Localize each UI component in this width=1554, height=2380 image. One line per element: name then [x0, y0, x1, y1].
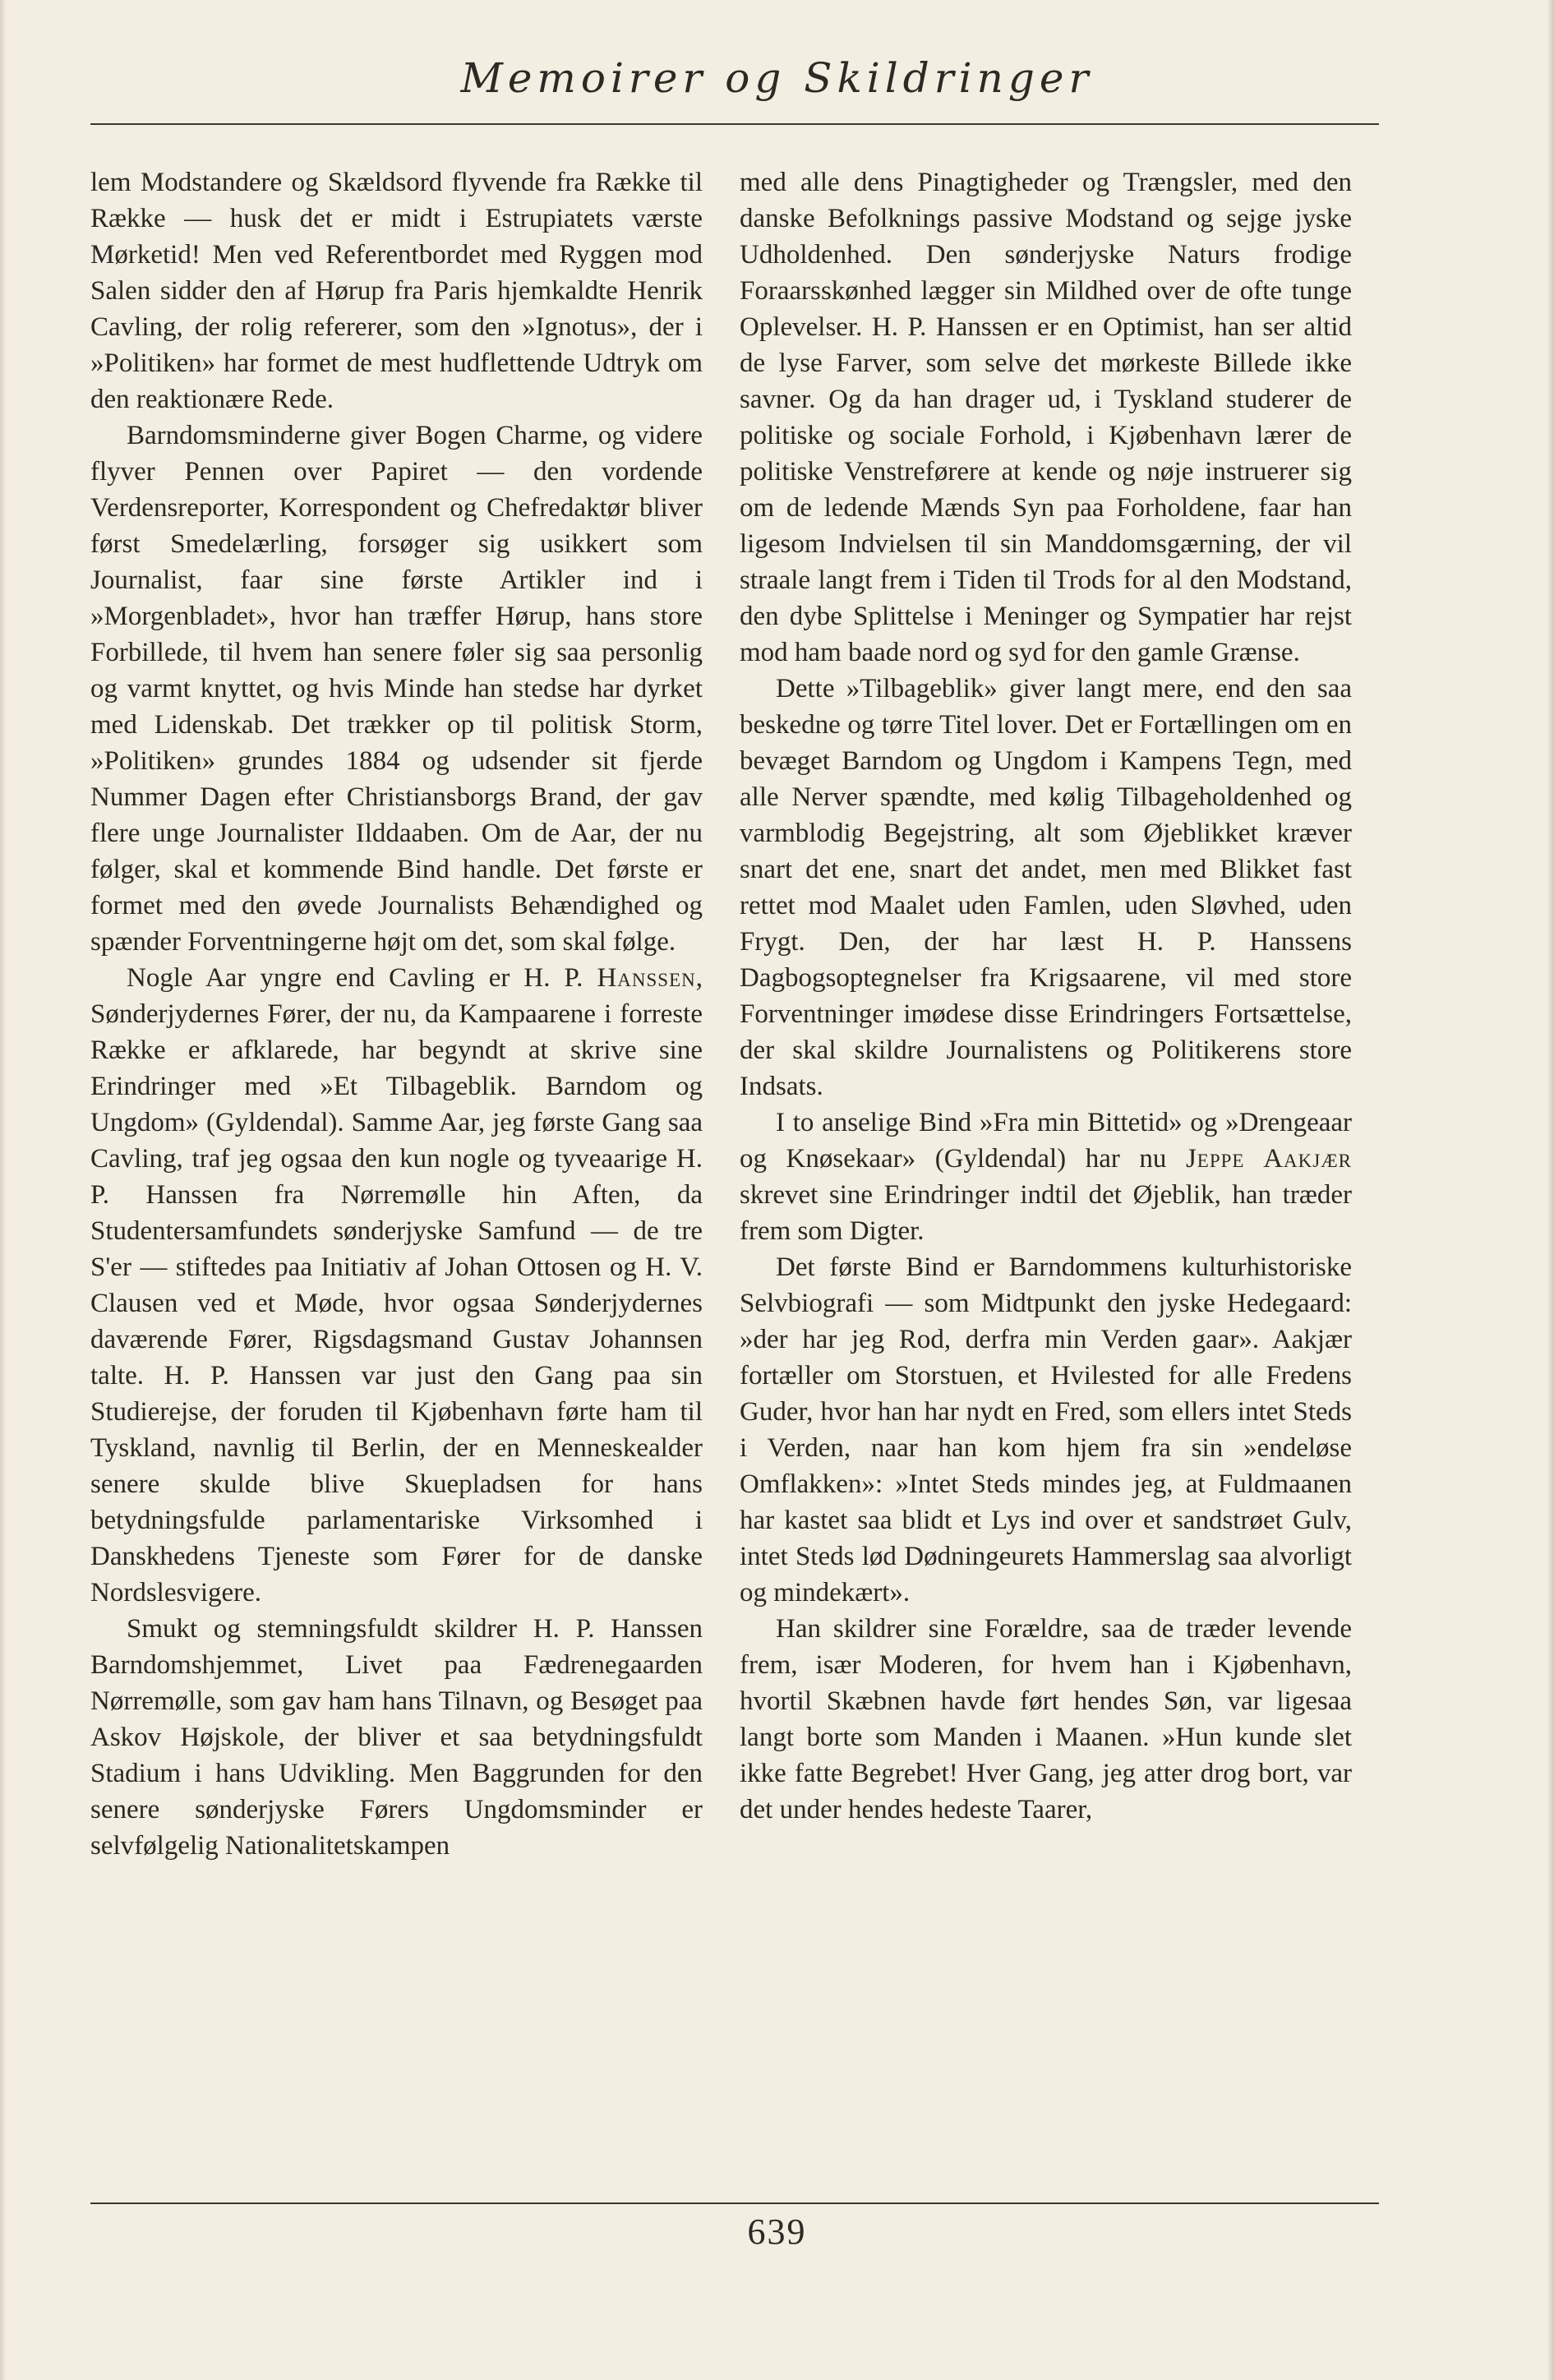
left-paragraph-3-rest: , Sønderjydernes Fører, der nu, da Kampaarene i forreste Række er afklarede, har begyndt at skrive sine Erindringer med »Et Tilbageblik. Barndom og Ungdom» (Gyldendal). Samme Aar, jeg første Gang saa Cavling, traf jeg ogsaa den kun nogle og tyveaarige H. P. Hanssen fra Nørremølle hin Aften, da Studentersamfundets sønderjyske Samfund — de tre S'er — stiftedes paa Initiativ af Johan Ottosen og H. V. Clausen ved et Møde, hvor ogsaa Sønderjydernes daværende Fører, Rigsdagsmand Gustav Johannsen talte. H. P. Hanssen var just den Gang paa sin Studierejse, der foruden til Kjøbenhavn førte ham til Tyskland, navnlig til Berlin, der en Menneskealder senere skulde blive Skuepladsen for hans betydningsfulde parlamentariske Virksomhed i Danskhedens Tjeneste som Fører for de danske Nordslesvigere.	[90, 963, 703, 1607]
author-name-hanssen: Hanssen	[597, 963, 696, 993]
left-paragraph-2: Barndomsminderne giver Bogen Charme, og videre flyver Pennen over Papiret — den vordende Verdensreporter, Korrespondent og Chefredaktør bliver først Smedelærling, forsøger sig usikkert som Journalist, faar sine første Artikler ind i »Morgenbladet», hvor han træffer Hørup, hans store Forbillede, til hvem han senere føler sig saa personlig og varmt knyttet, og hvis Minde han stedse har dyrket med Lidenskab. Det trækker op til politisk Storm, »Politiken» grundes 1884 og udsender sit fjerde Nummer Dagen efter Christiansborgs Brand, der gav flere unge Journalister Ilddaaben. Om de Aar, der nu følger, skal et kommende Bind handle. Det første er formet med den øvede Journalists Behændighed og spænder Forventningerne højt om det, som skal følge.	[90, 421, 703, 957]
right-paragraph-5: Han skildrer sine Forældre, saa de træder levende frem, især Moderen, for hvem han i Kjøbenhavn, hvortil Skæbnen havde ført hendes Søn, var ligesaa langt borte som Manden i Maanen. »Hun kunde slet ikke fatte Begrebet! Hver Gang, jeg atter drog bort, var det under hendes hedeste Taarer,	[740, 1614, 1352, 1824]
right-paragraph-1: med alle dens Pinagtigheder og Trængsler, med den danske Befolknings passive Modstand og sejge jyske Udholdenhed. Den sønderjyske Naturs frodige Foraarsskønhed lægger sin Mildhed over de ofte tunge Oplevelser. H. P. Hanssen er en Optimist, han ser altid de lyse Farver, som selve det mørkeste Billede ikke savner. Og da han drager ud, i Tyskland studerer de politiske og sociale Forhold, i Kjøbenhavn lærer de politiske Venstreførere at kende og nøje instruerer sig om de ledende Mænds Syn paa Forholdene, faar han ligesom Indvielsen til sin Manddomsgærning, der vil straale langt frem i Tiden til Trods for al den Modstand, den dybe Splittelse i Meninger og Sympatier har rejst mod ham baade nord og syd for den gamle Grænse.	[740, 168, 1352, 667]
left-paragraph-4: Smukt og stemningsfuldt skildrer H. P. Hanssen Barndomshjemmet, Livet paa Fædrenegaarden Nørremølle, som gav ham hans Tilnavn, og Besøget paa Askov Højskole, der bliver et saa betydningsfuldt Stadium i hans Udvikling. Men Baggrunden for den senere sønderjyske Førers Ungdomsminder er selvfølgelig Nationalitetskampen	[90, 1614, 703, 1861]
right-paragraph-3-start: I to anselige Bind »Fra min Bittetid» og »Drengeaar og Knøsekaar» (Gyldendal) har nu	[740, 1108, 1352, 1174]
footer-rule	[90, 2202, 1379, 2204]
header-rule	[90, 123, 1379, 125]
running-title: Memoirer og Skildringer	[460, 54, 1094, 102]
left-paragraph-3-start: Nogle Aar yngre end Cavling er H. P.	[127, 963, 597, 993]
right-paragraph-2: Dette »Tilbageblik» giver langt mere, end den saa beskedne og tørre Titel lover. Det er Fortællingen om en bevæget Barndom og Ungdom i Kampens Tegn, med alle Nerver spændte, med kølig Tilbageholdenhed og varmblodig Begejstring, alt som Øjeblikket kræver snart det ene, snart det andet, men med Blikket fast rettet mod Maalet uden Famlen, uden Sløvhed, uden Frygt. Den, der har læst H. P. Hanssens Dagbogsoptegnelser fra Krigsaarene, vil med store Forventninger imødese disse Erindringers Fortsættelse, der skal skildre Journalistens og Politikerens store Indsats.	[740, 674, 1352, 1101]
page-edge-left	[0, 0, 7, 2380]
left-column	[90, 164, 703, 1864]
right-paragraph-3-rest: skrevet sine Erindringer indtil det Øjeblik, han træder frem som Digter.	[740, 1180, 1352, 1246]
left-paragraph-3	[90, 960, 703, 1611]
page-number: 639	[747, 2212, 807, 2252]
page-edge-right	[1547, 0, 1554, 2380]
author-name-aakjaer: Jeppe Aakjær	[1185, 1144, 1353, 1174]
right-paragraph-3	[740, 1105, 1352, 1249]
right-paragraph-4: Det første Bind er Barndommens kulturhistoriske Selvbiografi — som Midtpunkt den jyske Hedegaard: »der har jeg Rod, derfra min Verden gaar». Aakjær fortæller om Storstuen, et Hvilested for alle Fredens Guder, hvor han har nydt en Fred, som ellers intet Steds i Verden, naar han kom hjem fra sin »endeløse Omflakken»: »Intet Steds mindes jeg, at Fuldmaanen har kastet saa blidt et Lys ind over et sandstrøet Gulv, intet Steds lød Dødningeurets Hammerslag saa alvorligt og mindekært».	[740, 1252, 1352, 1607]
right-column	[740, 164, 1352, 1828]
left-paragraph-1: lem Modstandere og Skældsord flyvende fra Række til Række — husk det er midt i Estrupiatets værste Mørketid! Men ved Referentbordet med Ryggen mod Salen sidder den af Hørup fra Paris hjemkaldte Henrik Cavling, der rolig refererer, som den »Ignotus», der i »Politiken» har formet de mest hudflettende Udtryk om den reaktionære Rede.	[90, 168, 703, 414]
